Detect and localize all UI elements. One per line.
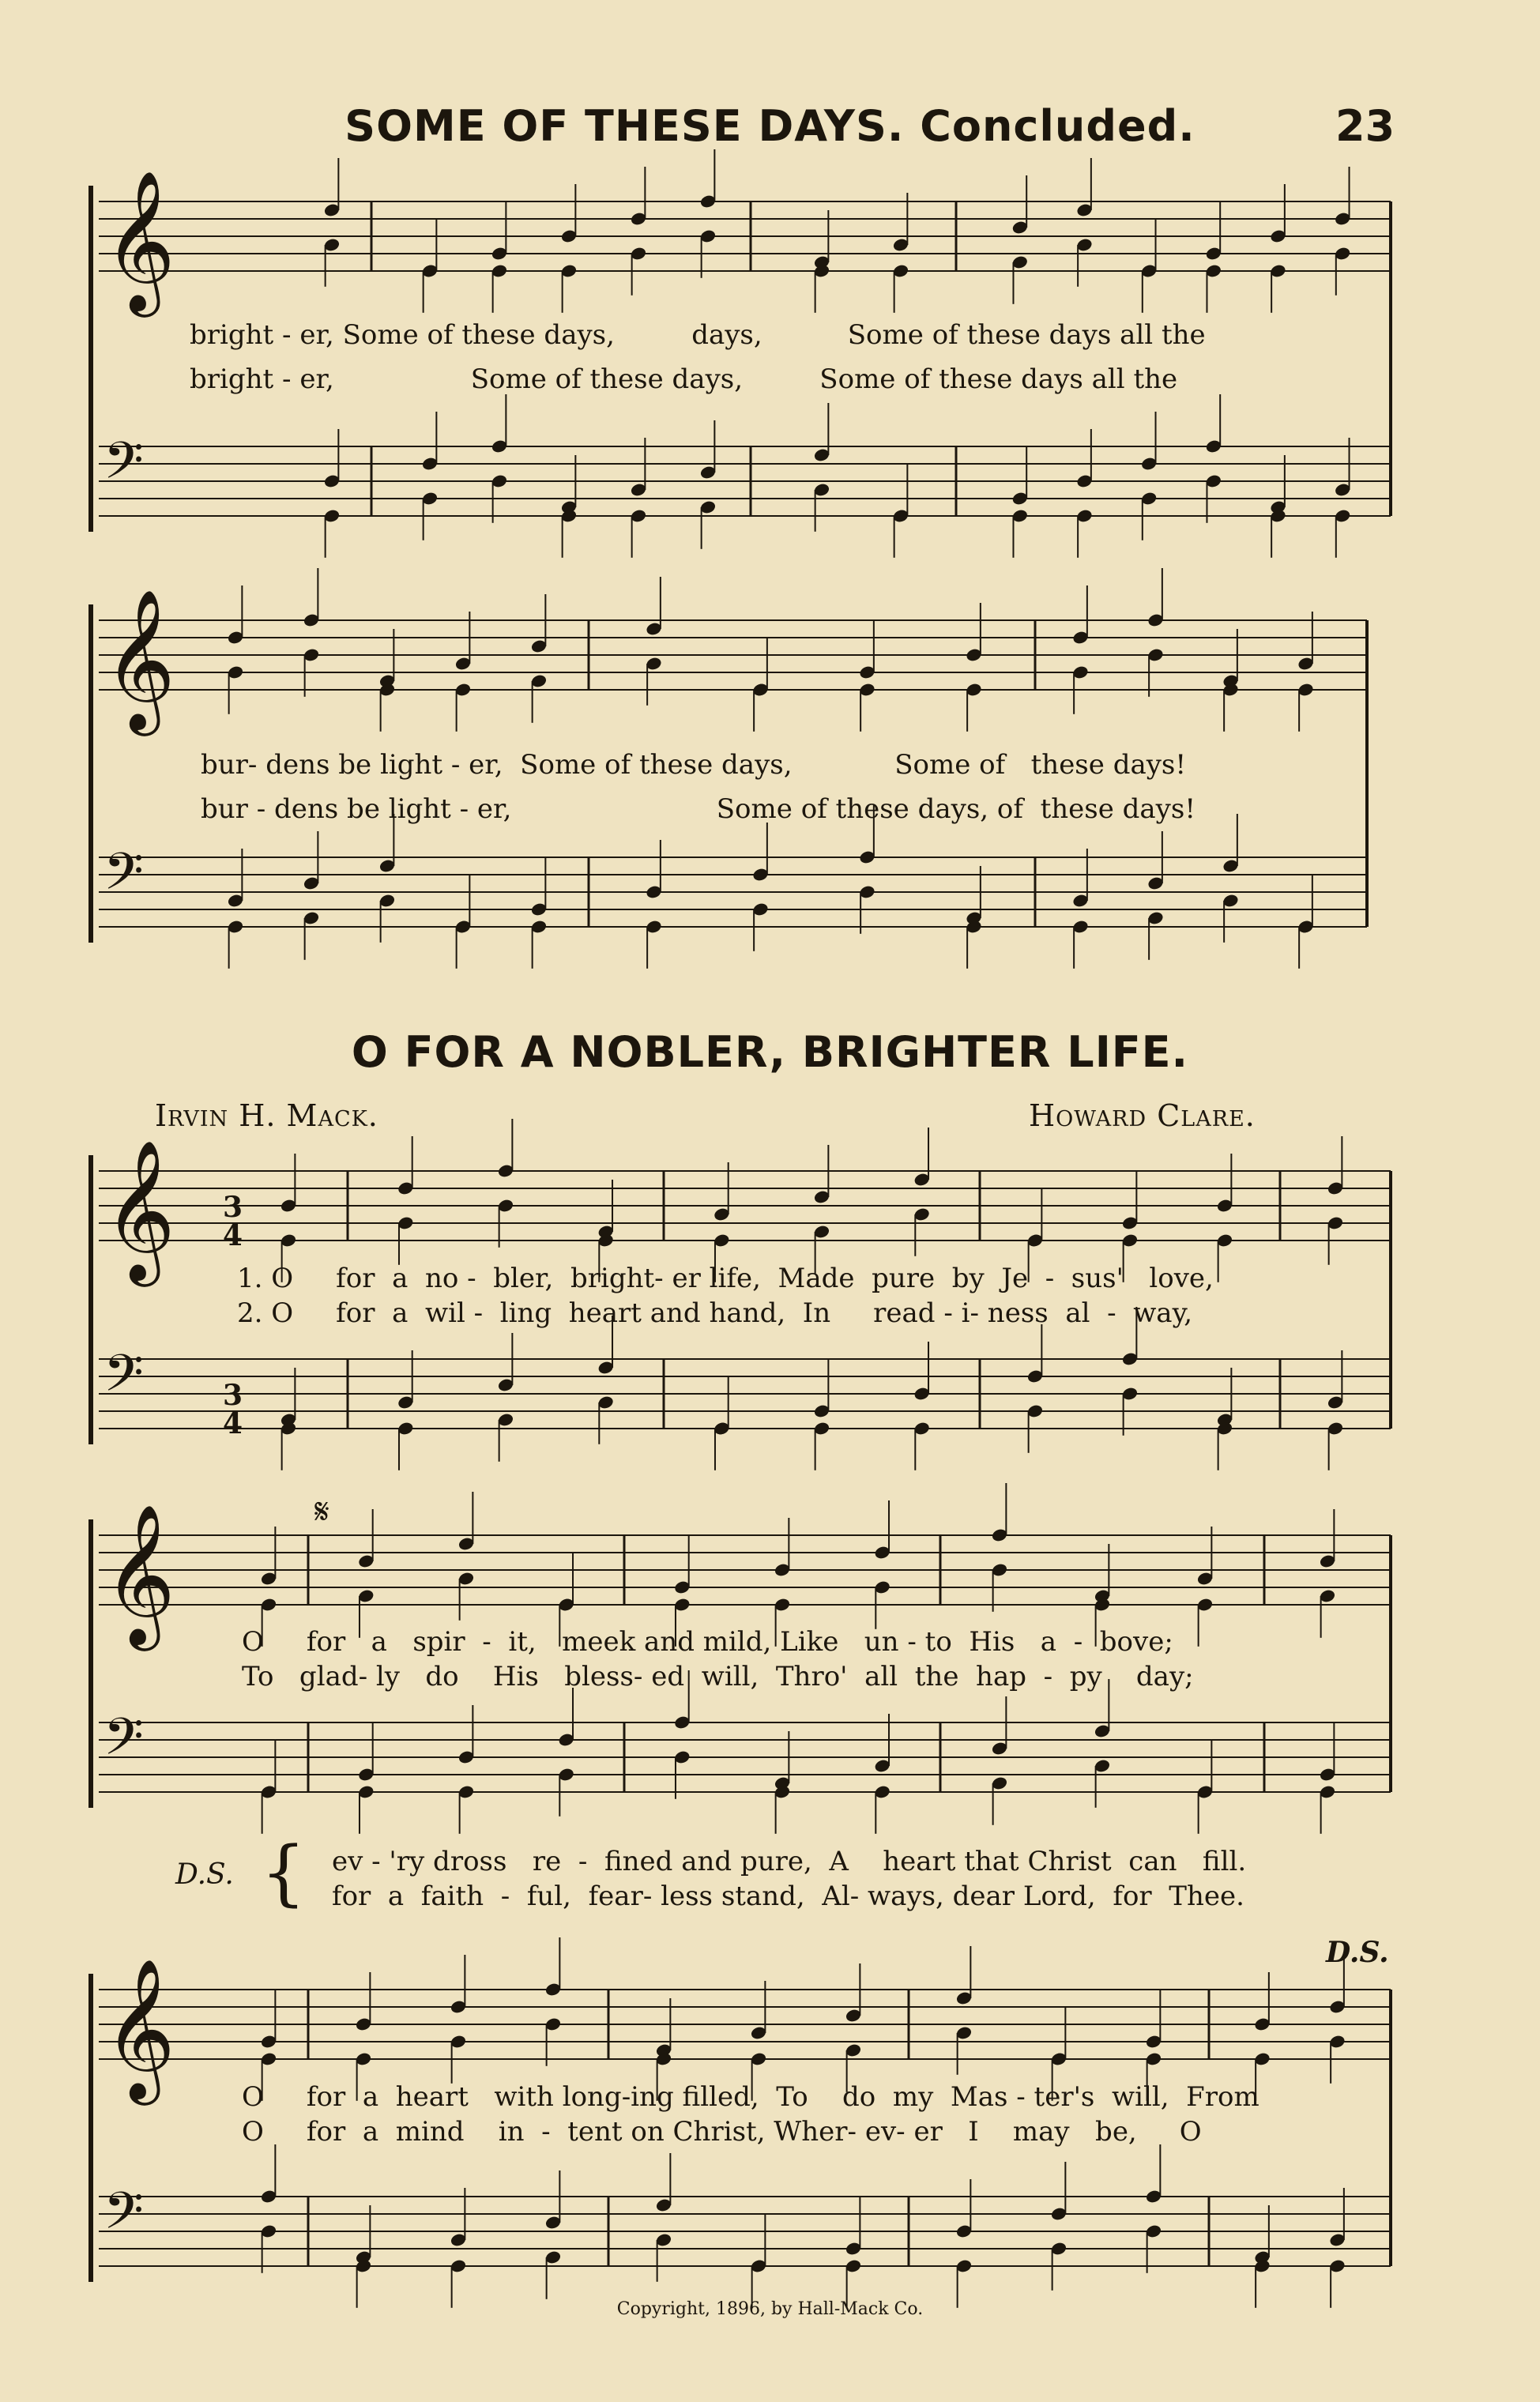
lyric-line-s1-r1-b: bright - er, Some of these days, Some of these days all the	[190, 363, 1178, 395]
svg-text:𝄢: 𝄢	[104, 1705, 144, 1779]
lyric-line-s2-r2-a: O for a spir - it, meek and mild, Like un - to His a - bove;	[242, 1626, 1173, 1658]
lyric-line-s1-r2-b: bur - dens be light - er, Some of these days, of these days!	[201, 793, 1195, 825]
page-header-title: SOME OF THESE DAYS. Concluded.	[345, 101, 1195, 151]
lyric-line-s2-r1-b: 2. O for a wil - ling heart and hand, In read - i- ness al - way,	[237, 1297, 1193, 1329]
lyric-line-s2-r3-b: for a faith - ful, fear- less stand, Al- ways, dear Lord, for Thee.	[332, 1881, 1244, 1912]
copyright-notice: Copyright, 1896, by Hall-Mack Co.	[616, 2299, 924, 2319]
lyric-line-s2-r4-a: O for a heart with long-ing filled, To do my Mas - ter's will, From	[242, 2081, 1259, 2113]
lyric-line-s1-r2-a: bur- dens be light - er, Some of these days, Some of these days!	[201, 749, 1187, 781]
lyric-line-s2-r3-a: ev - 'ry dross re - fined and pure, A heart that Christ can fill.	[332, 1846, 1247, 1877]
svg-text:𝄞: 𝄞	[104, 1139, 176, 1281]
lyric-line-s2-r2-b: To glad- ly do His bless- ed will, Thro' all the hap - py day;	[242, 1661, 1194, 1692]
svg-text:𝄞: 𝄞	[104, 170, 176, 311]
lyric-line-s2-r1-a: 1. O for a no - bler, bright- er life, Made pure by Je - sus' love,	[237, 1263, 1214, 1294]
ts-bass-time-signature: 3 4	[223, 1379, 243, 1440]
ds-label: D.S.	[175, 1858, 234, 1891]
lyric-line-s1-r1-a: bright - er, Some of these days, days, Some of these days all the	[190, 319, 1206, 351]
svg-text:𝄢: 𝄢	[104, 840, 144, 914]
svg-text:𝄢: 𝄢	[104, 1342, 144, 1416]
author-credit: Irvin H. Mack.	[155, 1098, 378, 1133]
page-number: 23	[1335, 101, 1395, 151]
svg-text:𝄞: 𝄞	[104, 1958, 176, 2099]
svg-text:𝄢: 𝄢	[104, 429, 144, 503]
ts-treble-time-signature: 3 4	[223, 1191, 243, 1252]
segno-sign: 𝄋	[314, 1492, 329, 1532]
svg-text:𝄞: 𝄞	[104, 589, 176, 730]
svg-text:𝄞: 𝄞	[104, 1504, 176, 1645]
svg-text:𝄢: 𝄢	[104, 2179, 144, 2253]
lyric-line-s2-r4-b: O for a mind in - tent on Christ, Wher- ev- er I may be, O	[242, 2116, 1202, 2148]
composer-credit: Howard Clare.	[1029, 1098, 1256, 1133]
hymn-title: O FOR A NOBLER, BRIGHTER LIFE.	[351, 1027, 1189, 1077]
lyric-brace: {	[261, 1832, 307, 1914]
ds-mark: D.S.	[1326, 1936, 1389, 1969]
